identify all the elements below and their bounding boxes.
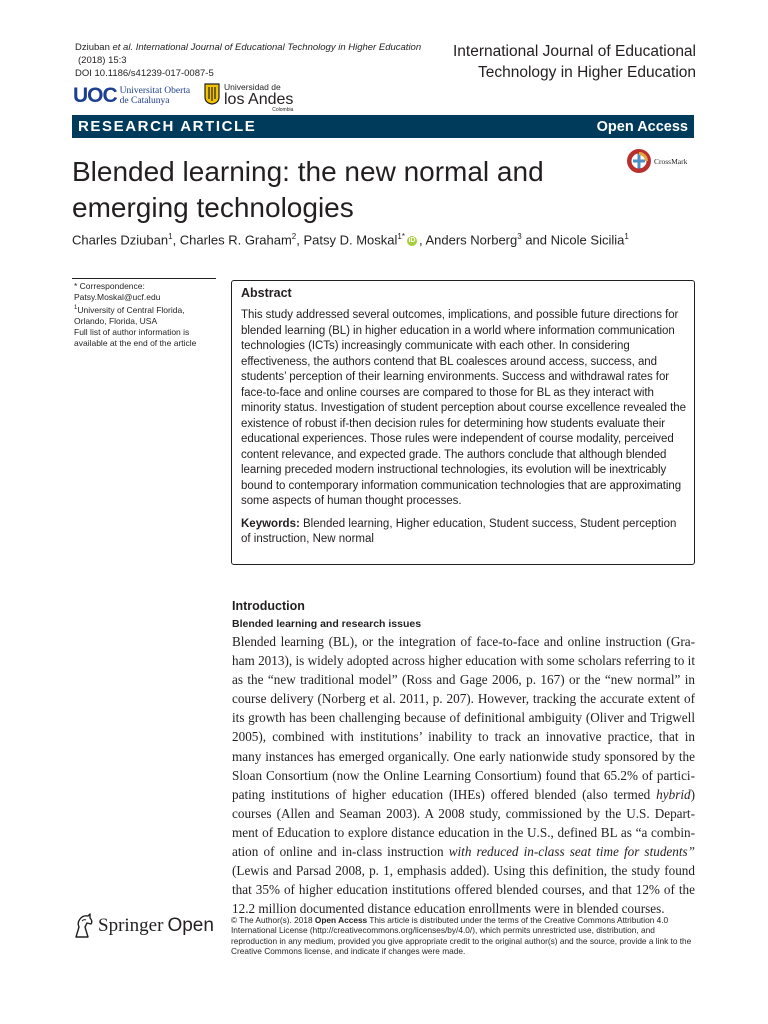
andes-logo-line1: Universidad de [224, 82, 281, 92]
author-name[interactable]: Anders Norberg [425, 232, 518, 248]
uoc-logo-text [120, 86, 190, 106]
citation-journal: International Journal of Educational Technology in Higher Education [135, 42, 422, 53]
abstract-heading: Abstract [241, 286, 292, 300]
affiliation-location: Orlando, Florida, USA [74, 315, 158, 326]
license-copyright: © The Author(s). 2018 [231, 915, 315, 925]
citation-block [75, 41, 421, 80]
springer-open-logo [72, 913, 214, 939]
body-italic-term: hybrid [656, 786, 691, 802]
springer-wordmark: Springer [98, 915, 164, 936]
body-text-part: (Lewis and Parsad 2008, p. 1, emphasis added). Using this definition, the study found that 35% of higher education institutions offered blended courses, and that 12% of the 12.2 million documented distance education enrollments were in blended courses. [232, 863, 695, 917]
article-type-label: RESEARCH ARTICLE [78, 118, 257, 135]
uoc-logo-mark: UOC [73, 84, 117, 107]
citation-authors: Dziuban [75, 42, 110, 53]
author-name[interactable]: Charles Dziuban [72, 232, 169, 248]
author-info-note-2: available at the end of the article [74, 337, 197, 348]
correspondence-email[interactable]: Patsy.Moskal@ucf.edu [74, 292, 161, 302]
license-text: This article is distributed under the terms of the Creative Commons Attribution 4.0 International License (http://creativecommons.org/licenses/by/4.0/), which permits unrestricted use, distribution, and reproduction in any medium, provided you give appropriate credit to the original author(s) and the source, provide a link to the Creative Commons license, and indicate if changes were made. [231, 915, 692, 957]
body-paragraph [232, 632, 695, 918]
author-name[interactable]: Patsy D. Moskal [303, 232, 398, 248]
uoc-logo [73, 84, 190, 108]
keywords [241, 517, 686, 548]
crossmark-icon [626, 148, 652, 174]
article-type-banner [72, 115, 694, 138]
andes-shield-icon [204, 83, 220, 105]
keywords-list: Blended learning, Higher education, Student success, Student perception of instruction, New normal [241, 517, 677, 545]
andes-logo-line3: Colombia [272, 107, 294, 113]
author-affiliation-sup: 1 [624, 232, 629, 241]
body-text-part: Blended learning (BL), or the integration of face-to-face and online instruction (Graham 2013), is widely adopted across higher education with some scholars referring to it as the “new traditional model” (Ross and Gage 2006, p. 167) or the “new normal” in course delivery (Norberg et al. 2011, p. 207). However, tracking the accurate extent of its growth has been challenging because of definitional ambiguity (Oliver and Trigwell 2005), combined with institutions’ inability to track an innovative practice, that in many instances has emerged organically. One early nationwide study sponsored by the Sloan Consortium (now the Online Learning Consortium) found that 65.2% of participating institutions of higher education (IHEs) offered blended (also termed [232, 634, 695, 802]
citation-volume: (2018) 15:3 [78, 55, 127, 66]
crossmark-badge[interactable] [626, 148, 687, 174]
body-text-part: ) courses (Allen and Seaman 2003). A 2008 study, commissioned by the U.S. Department of Education to explore distance education in the U.S., defined BL as “a combination of online and in-class instruction [232, 786, 695, 860]
citation-etal: et al. [112, 42, 134, 53]
uoc-logo-line1: Universitat Oberta [119, 86, 191, 96]
orcid-icon[interactable]: iD [408, 236, 416, 244]
andes-logo-line2: los Andes [224, 91, 294, 108]
affiliation-text: University of Central Florida, [77, 304, 185, 315]
journal-title-line1: International Journal of Educational [453, 43, 696, 60]
keywords-label: Keywords: [241, 517, 300, 530]
author-conjunction: and [525, 232, 548, 248]
abstract-text: This study addressed several outcomes, implications, and possible future directions for blended learning (BL) in higher education in a world where information communication technologies (ICTs) increasingly communicate with each other. In considering effectiveness, the authors contend that BL coalesces around access, success, and students’ perception of their learning environments. Success and withdrawal rates for face-to-face and online courses are compared to those for BL as they interact with minority status. Investigation of student perception about course excellence revealed the existence of robust if-then decision rules for determining how students evaluate their educational experiences. Those rules were independent of course modality, perceived content relevance, and expected grade. The authors conclude that although blended learning preceded modern instructional technologies, its evolution will be inextricably bound to contemporary information communication technologies that are approximating some aspects of human thought processes. [241, 309, 686, 507]
sidenote-divider [72, 278, 216, 279]
author-affiliation-sup: 1* [397, 232, 405, 241]
author-list: Charles Dziuban$^1$, Charles R. Graham$^2$, Patsy D. Moskal$^{1*}$ iD , Anders Norberg$^3$ and Nicole Sicilia$^1$ [72, 232, 629, 248]
uoc-logo-line2: de Catalunya [119, 96, 170, 106]
affiliation-line [74, 303, 219, 316]
author-name[interactable]: Nicole Sicilia [550, 232, 625, 248]
crossmark-label: CrossMark [654, 156, 688, 166]
journal-title-line2: Technology in Higher Education [478, 64, 696, 81]
body-emphasis: with reduced in-class seat time for students” [448, 844, 695, 860]
author-affiliation-sup: 2 [291, 232, 297, 241]
citation-line [75, 41, 421, 54]
open-access-label: Open Access [596, 118, 688, 135]
affiliation-sup: 1 [74, 305, 78, 311]
section-heading: Introduction [232, 599, 305, 613]
author-info-note-1: Full list of author information is [74, 326, 190, 337]
author-affiliation-sup: 3 [517, 232, 522, 241]
author-name[interactable]: Charles R. Graham [179, 232, 292, 248]
author-affiliation-sup: 1 [168, 232, 173, 241]
andes-logo [204, 83, 293, 113]
article-title: Blended learning: the new normal and emerging technologies [72, 156, 544, 223]
springer-horse-icon [72, 913, 94, 939]
correspondence-label: * Correspondence: [74, 281, 145, 291]
journal-title [406, 41, 696, 83]
subsection-heading: Blended learning and research issues [232, 618, 422, 630]
license-notice [231, 915, 696, 957]
abstract-box [231, 280, 695, 565]
correspondence-note [74, 281, 219, 349]
license-open-access: Open Access [314, 915, 368, 925]
springer-open-wordmark: Open [167, 915, 214, 936]
andes-logo-text [224, 83, 293, 113]
doi-link[interactable]: DOI 10.1186/s41239-017-0087-5 [75, 68, 214, 79]
